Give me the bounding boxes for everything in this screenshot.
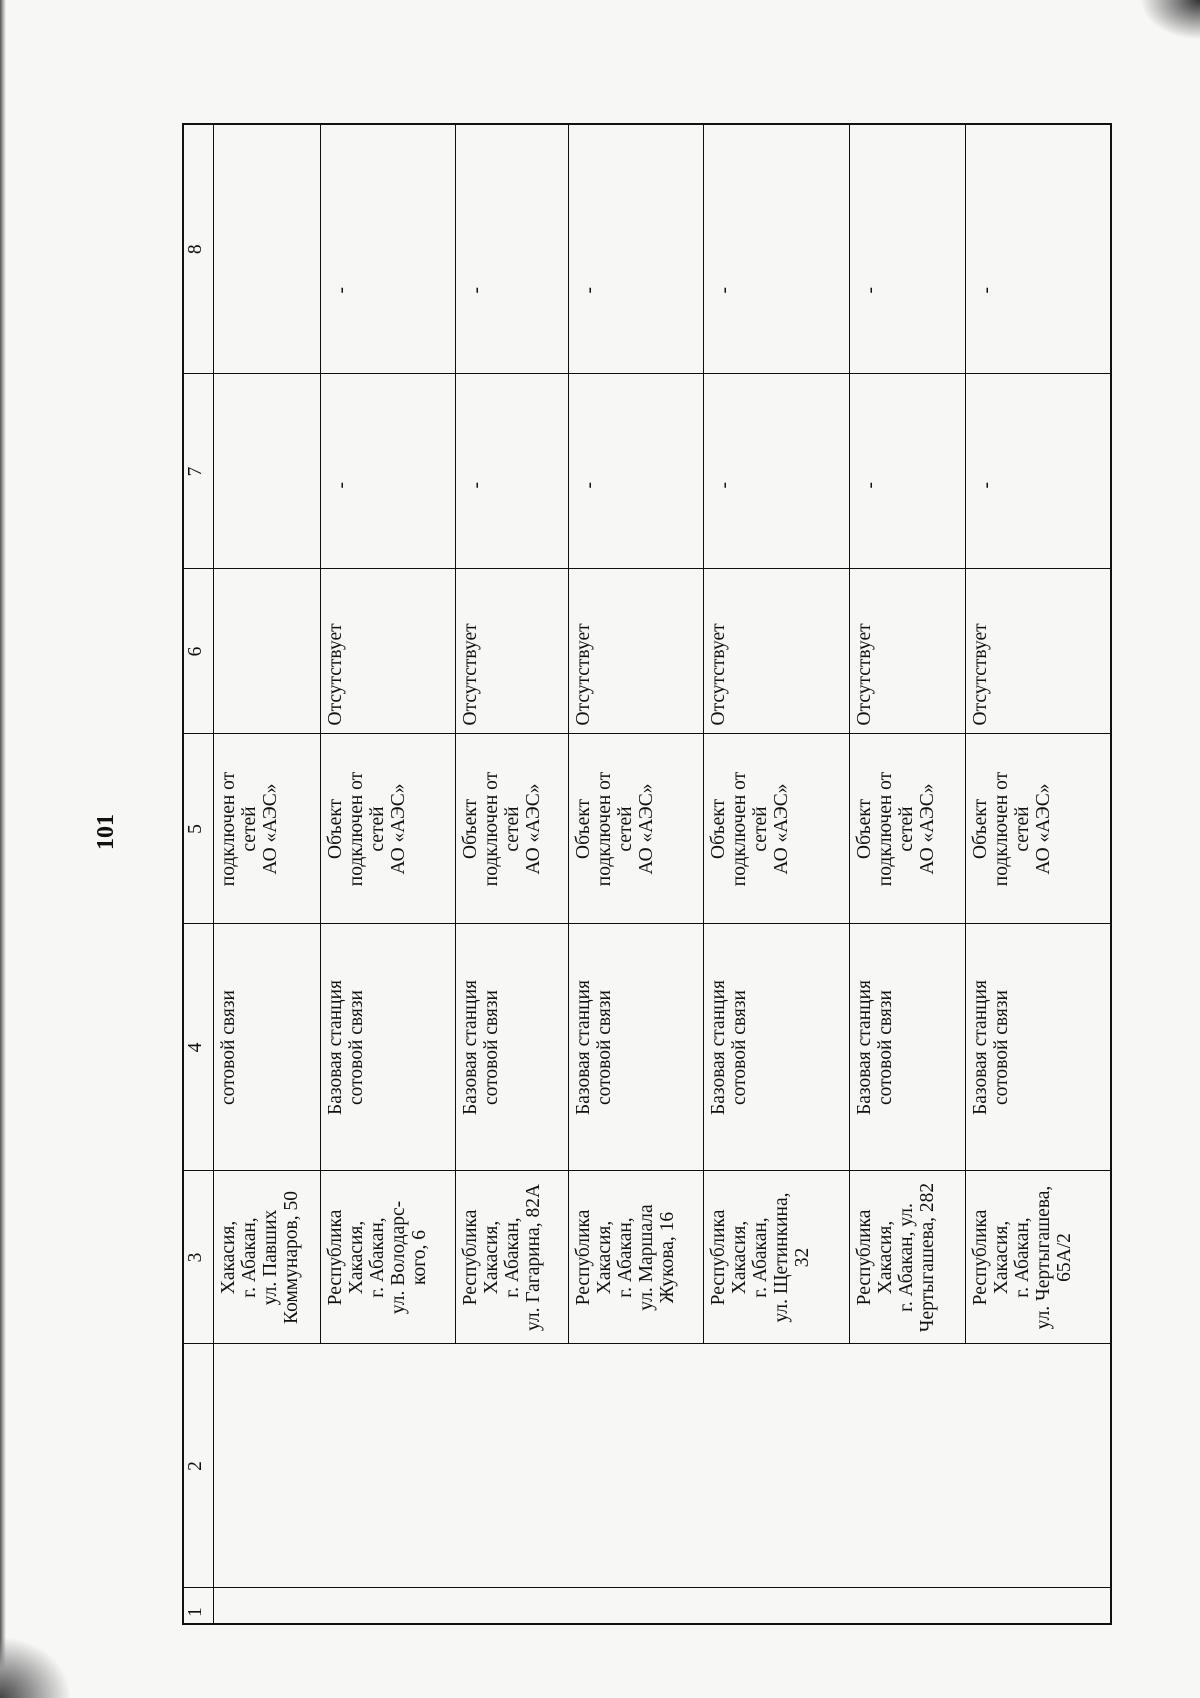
address-cell: Республика Хакасия, г. Абакан, ул. Маршала Жукова, 16 [568, 1171, 703, 1344]
status-cell: Отсутствует [966, 569, 1111, 734]
column-number: 4 [183, 924, 214, 1171]
address-cell: Республика Хакасия, г. Абакан, ул. Гагарина, 82А [455, 1171, 568, 1344]
object-cell: Базовая станция сотовой связи [455, 924, 568, 1171]
scan-corner-shadow-bottom-left [0, 1638, 70, 1698]
connection-cell: Объект подключен от сетей АО «АЭС» [455, 734, 568, 924]
column-8-cell [214, 124, 321, 374]
object-cell: Базовая станция сотовой связи [320, 924, 455, 1171]
address-cell: Республика Хакасия, г. Абакан, ул. Щетинкина, 32 [703, 1171, 849, 1344]
column-8-cell: - [966, 124, 1111, 374]
connection-cell: Объект подключен от сетей АО «АЭС» [568, 734, 703, 924]
data-table [182, 123, 1112, 1625]
column-number: 2 [183, 1344, 214, 1588]
column-7-cell [214, 374, 321, 569]
table-container [182, 125, 1112, 1625]
column-8-cell: - [455, 124, 568, 374]
column-number: 8 [183, 124, 214, 374]
address-cell: Республика Хакасия, г. Абакан, ул. Чертыгашева, 282 [850, 1171, 966, 1344]
column-7-cell: - [320, 374, 455, 569]
page-number: 101 [93, 814, 119, 850]
object-cell: сотовой связи [214, 924, 321, 1171]
scan-edge-shadow [0, 0, 6, 1698]
object-cell: Базовая станция сотовой связи [703, 924, 849, 1171]
column-7-cell: - [568, 374, 703, 569]
object-cell: Базовая станция сотовой связи [966, 924, 1111, 1171]
column-2-cell [214, 1344, 1111, 1588]
connection-cell: Объект подключен от сетей АО «АЭС» [850, 734, 966, 924]
column-1-cell [214, 1588, 1111, 1624]
connection-cell: Объект подключен от сетей АО «АЭС» [320, 734, 455, 924]
column-7-cell: - [455, 374, 568, 569]
address-cell: Хакасия, г. Абакан, ул. Павших Коммунаров, 50 [214, 1171, 321, 1344]
column-number: 6 [183, 569, 214, 734]
status-cell: Отсутствует [568, 569, 703, 734]
status-cell: Отсутствует [850, 569, 966, 734]
status-cell [214, 569, 321, 734]
connection-cell: Объект подключен от сетей АО «АЭС» [703, 734, 849, 924]
column-8-cell: - [703, 124, 849, 374]
status-cell: Отсутствует [703, 569, 849, 734]
column-7-cell: - [703, 374, 849, 569]
column-number: 5 [183, 734, 214, 924]
table-row [214, 124, 321, 1624]
object-cell: Базовая станция сотовой связи [850, 924, 966, 1171]
column-7-cell: - [850, 374, 966, 569]
column-8-cell: - [568, 124, 703, 374]
connection-cell: Объект подключен от сетей АО «АЭС» [966, 734, 1111, 924]
column-number: 1 [183, 1588, 214, 1624]
address-cell: Республика Хакасия, г. Абакан, ул. Чертыгашева, 65А/2 [966, 1171, 1111, 1344]
column-8-cell: - [850, 124, 966, 374]
column-8-cell: - [320, 124, 455, 374]
status-cell: Отсутствует [455, 569, 568, 734]
connection-cell: подключен от сетей АО «АЭС» [214, 734, 321, 924]
object-cell: Базовая станция сотовой связи [568, 924, 703, 1171]
column-number: 3 [183, 1171, 214, 1344]
address-cell: Республика Хакасия, г. Абакан, ул. Володарс- кого, 6 [320, 1171, 455, 1344]
column-number-row [183, 124, 214, 1624]
status-cell: Отсутствует [320, 569, 455, 734]
scan-corner-shadow-top-right [1140, 0, 1200, 40]
column-7-cell: - [966, 374, 1111, 569]
column-number: 7 [183, 374, 214, 569]
